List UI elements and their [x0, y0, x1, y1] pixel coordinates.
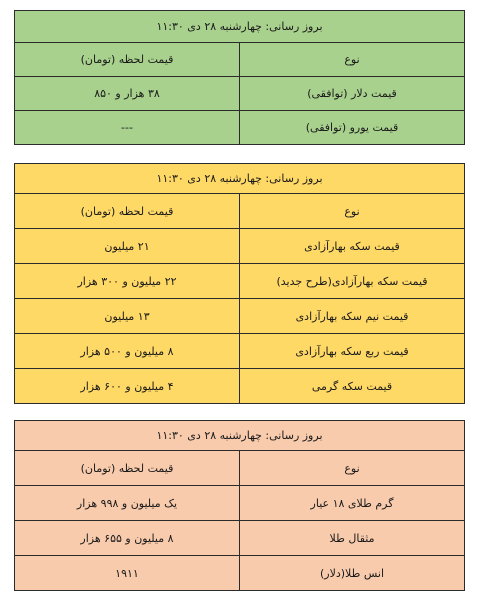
price-cell: ---	[15, 111, 240, 145]
type-cell: قیمت نیم سکه بهارآزادی	[240, 299, 465, 334]
table-row	[15, 334, 465, 369]
update-row	[15, 421, 465, 451]
type-cell: قیمت سکه بهارآزادی(طرح جدید)	[240, 264, 465, 299]
currency-price-table	[14, 10, 465, 145]
update-time: بروز رسانی: چهارشنبه ۲۸ دی ۱۱:۳۰	[15, 421, 465, 451]
update-row	[15, 164, 465, 194]
type-column-header: نوع	[240, 194, 465, 229]
table-row	[15, 556, 465, 591]
table-row	[15, 486, 465, 521]
price-cell: یک میلیون و ۹۹۸ هزار	[15, 486, 240, 521]
table-row	[15, 111, 465, 145]
price-cell: ۸ میلیون و ۶۵۵ هزار	[15, 521, 240, 556]
column-header-row	[15, 43, 465, 77]
type-cell: قیمت سکه گرمی	[240, 369, 465, 404]
price-column-header: قیمت لحظه (تومان)	[15, 194, 240, 229]
coin-price-table	[14, 163, 465, 404]
type-cell: قیمت یورو (توافقی)	[240, 111, 465, 145]
type-cell: گرم طلای ۱۸ عیار	[240, 486, 465, 521]
price-cell: ۱۹۱۱	[15, 556, 240, 591]
column-header-row	[15, 194, 465, 229]
table-row	[15, 264, 465, 299]
price-cell: ۲۱ میلیون	[15, 229, 240, 264]
table-row	[15, 369, 465, 404]
type-cell: قیمت دلار (توافقی)	[240, 77, 465, 111]
type-cell: قیمت ربع سکه بهارآزادی	[240, 334, 465, 369]
update-row	[15, 11, 465, 43]
table-row	[15, 229, 465, 264]
price-cell: ۲۲ میلیون و ۳۰۰ هزار	[15, 264, 240, 299]
price-column-header: قیمت لحظه (تومان)	[15, 43, 240, 77]
price-cell: ۱۳ میلیون	[15, 299, 240, 334]
update-time: بروز رسانی: چهارشنبه ۲۸ دی ۱۱:۳۰	[15, 164, 465, 194]
table-row	[15, 299, 465, 334]
type-cell: مثقال طلا	[240, 521, 465, 556]
type-cell: انس طلا(دلار)	[240, 556, 465, 591]
column-header-row	[15, 451, 465, 486]
type-cell: قیمت سکه بهارآزادی	[240, 229, 465, 264]
price-cell: ۸ میلیون و ۵۰۰ هزار	[15, 334, 240, 369]
update-time: بروز رسانی: چهارشنبه ۲۸ دی ۱۱:۳۰	[15, 11, 465, 43]
table-row	[15, 521, 465, 556]
table-row	[15, 77, 465, 111]
gold-price-table	[14, 420, 465, 591]
price-column-header: قیمت لحظه (تومان)	[15, 451, 240, 486]
price-cell: ۳۸ هزار و ۸۵۰	[15, 77, 240, 111]
type-column-header: نوع	[240, 43, 465, 77]
price-cell: ۴ میلیون و ۶۰۰ هزار	[15, 369, 240, 404]
type-column-header: نوع	[240, 451, 465, 486]
